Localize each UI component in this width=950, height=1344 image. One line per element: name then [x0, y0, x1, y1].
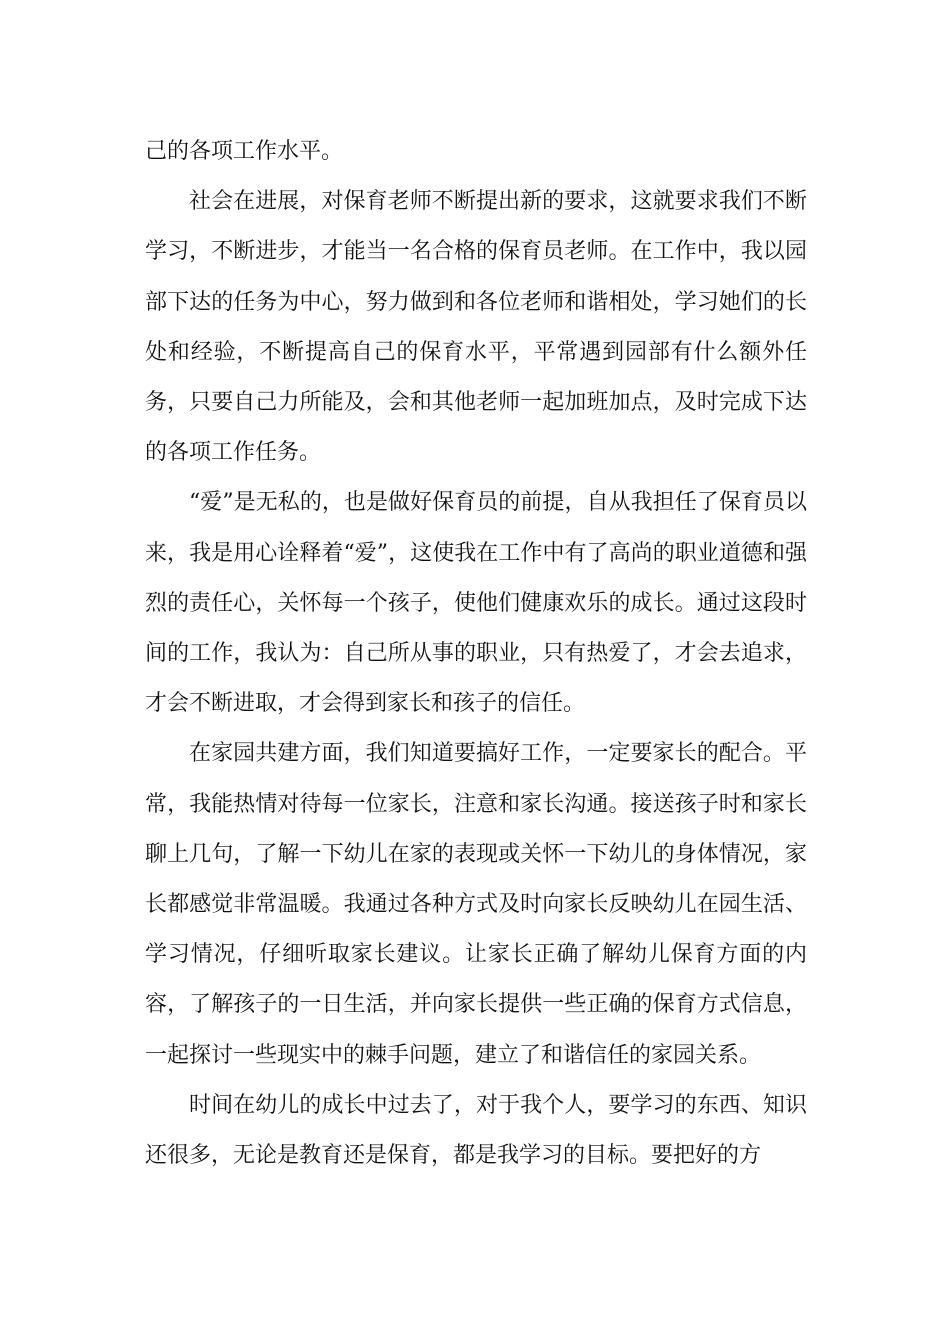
paragraph-society-progress: 社会在进展，对保育老师不断提出新的要求，这就要求我们不断学习，不断进步，才能当一名合格的保育员老师。在工作中，我以园部下达的任务为中心，努力做到和各位老师和谐相处，学习她们的长处和经验，不断提高自己的保育水平，平常遇到园部有什么额外任务，只要自己力所能及，会和其他老师一起加班加点，及时完成下达的各项工作任务。	[145, 189, 807, 466]
paragraph-continued: 己的各项工作水平。	[145, 139, 344, 164]
document-body	[145, 127, 807, 1181]
paragraph-home-school: 在家园共建方面，我们知道要搞好工作，一定要家长的配合。平常，我能热情对待每一位家长，注意和家长沟通。接送孩子时和家长聊上几句，了解一下幼儿在家的表现或关怀一下幼儿的身体情况，家长都感觉非常温暖。我通过各种方式及时向家长反映幼儿在园生活、学习情况，仔细听取家长建议。让家长正确了解幼儿保育方面的内容，了解孩子的一日生活，并向家长提供一些正确的保育方式信息，一起探讨一些现实中的棘手问题，建立了和谐信任的家园关系。	[145, 741, 807, 1068]
paragraph-time: 时间在幼儿的成长中过去了，对于我个人，要学习的东西、知识还很多，无论是教育还是保育，都是我学习的目标。要把好的方	[145, 1092, 807, 1169]
paragraph-love: “爱”是无私的，也是做好保育员的前提，自从我担任了保育员以来，我是用心诠释着“爱”，这使我在工作中有了高尚的职业道德和强烈的责任心，关怀每一个孩子，使他们健康欢乐的成长。通过这段时间的工作，我认为：自己所从事的职业，只有热爱了，才会去追求，才会不断进取，才会得到家长和孩子的信任。	[145, 490, 807, 717]
